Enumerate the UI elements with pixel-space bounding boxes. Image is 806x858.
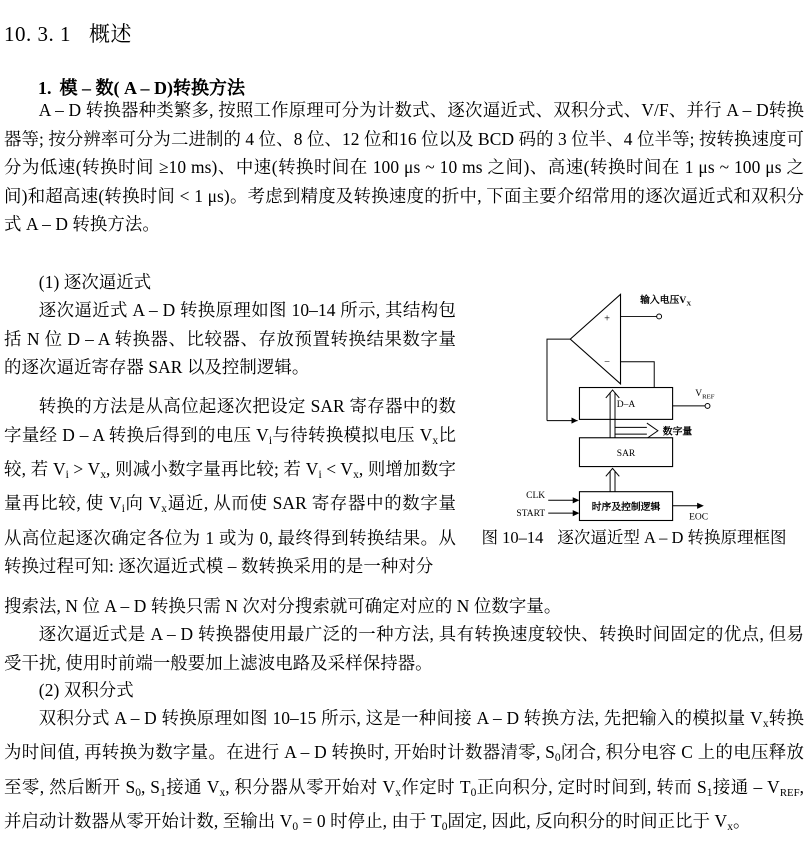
- figure-caption: [462, 524, 806, 548]
- paragraph-dual-slope: [4, 704, 804, 842]
- paragraph-sa-summary: 逐次逼近式是 A – D 转换器使用最广泛的一种方法, 具有转换速度较快、转换时间固定的优点, 但易受干扰, 使用时前端一般要加上滤波电路及采样保持器。: [4, 624, 804, 673]
- sa-method-seg-1: 转换的方法是从高位起逐次把设定 SAR 寄存器中的数字量经 D – A 转换后得到的电压 V: [4, 396, 456, 445]
- wire-comparator-minus-to-da: [621, 362, 655, 388]
- sa-method-seg-6: < V: [321, 458, 354, 479]
- figure-caption-number: 图 10–14: [481, 528, 544, 547]
- sa-method-seg-3: 比较, 若 V: [4, 424, 456, 479]
- block-sar-label: SAR: [616, 449, 636, 460]
- label-clk: CLK: [526, 490, 546, 501]
- sub-zero-3: 0: [470, 786, 477, 799]
- paragraph-label-successive: (1) 逐次逼近式: [38, 272, 152, 292]
- dual-seg-12: 固定, 因此, 反向积分的时间正比于 V: [447, 811, 728, 832]
- block-da-label: D–A: [616, 400, 636, 411]
- sub-one-2: 1: [706, 786, 713, 799]
- dual-seg-13: 。: [732, 811, 751, 832]
- paragraph-sa-method: [4, 392, 456, 581]
- sa-method-seg-7: , 则增加数字量再比较, 使 V: [4, 458, 457, 514]
- section-number: 10. 3. 1: [4, 22, 71, 46]
- arrow-timing-to-sar: [606, 468, 619, 476]
- sub-zero-2: 0: [135, 786, 141, 799]
- sub-x-4: x: [161, 503, 168, 516]
- arrow-clk: [573, 497, 580, 503]
- dual-seg-7: 作定时 T: [400, 776, 471, 797]
- subsection-title: 模 – 数( A – D)转换方法: [59, 78, 245, 98]
- dual-seg-1: 双积分式 A – D 转换原理如图 10–15 所示, 这是一种间接 A – D 转换方法, 先把输入的模拟量 V: [38, 708, 763, 728]
- label-vref-v: V: [695, 389, 703, 400]
- dual-seg-9: 接通 – V: [712, 776, 780, 797]
- label-input-voltage-sub: X: [686, 300, 692, 308]
- paragraph-sa-tail: 搜索法, N 位 A – D 转换只需 N 次对分搜索就可确定对应的 N 位数字量。: [4, 596, 562, 616]
- digital-output-arrow: [615, 423, 658, 438]
- sub-zero-1: 0: [554, 752, 561, 765]
- paragraph-sa-structure: 逐次逼近式 A – D 转换原理如图 10–14 所示, 其结构包括 N 位 D – A 转换器、比较器、存放预置转换结果数字量的逐次逼近寄存器 SAR 以及控制逻辑。: [4, 300, 456, 377]
- sub-i-2: i: [65, 468, 69, 481]
- arrow-feedback-to-sar: [572, 418, 578, 424]
- dual-seg-2: 转换为时间值, 再转换为数字量。在进行 A – D 转换时, 开始时计数器清零, S: [4, 708, 804, 763]
- figure-diagram-svg: [462, 276, 806, 526]
- comparator-triangle: [570, 294, 620, 383]
- sub-zero-4: 0: [292, 821, 299, 834]
- dual-seg-10: , 并启动计数器从零开始计数, 至输出 V: [4, 776, 805, 832]
- label-eoc: EOC: [689, 512, 709, 523]
- sub-i-1: i: [268, 434, 273, 447]
- arrow-start: [573, 510, 580, 516]
- sub-x-8: x: [727, 821, 733, 834]
- terminal-vx-input: [657, 314, 662, 319]
- sa-method-seg-5: , 则减小数字量再比较; 若 V: [106, 458, 319, 479]
- comparator-plus-label: +: [604, 313, 610, 325]
- sub-x-5: x: [762, 717, 769, 730]
- comparator-minus-label: −: [604, 356, 610, 368]
- dual-seg-3: 闭合, 积分电容 C 上的电压释放至零, 然后断开 S: [4, 742, 804, 797]
- label-input-voltage-text: 输入电压V: [640, 294, 687, 306]
- dual-seg-4: , S: [141, 776, 161, 797]
- dual-seg-5: 接通 V: [165, 776, 220, 797]
- digital-arrow-head: [647, 423, 658, 438]
- label-start: START: [516, 509, 546, 520]
- sa-method-seg-2: 与待转换模拟电压 V: [272, 424, 433, 445]
- sub-x-2: x: [100, 468, 107, 481]
- label-vref: [695, 389, 714, 400]
- sa-method-seg-4: > V: [68, 458, 101, 479]
- label-digital-output: 数字量: [662, 426, 693, 438]
- figure-10-14: [462, 276, 806, 564]
- dual-seg-6: , 积分器从零开始对 V: [225, 776, 396, 797]
- sub-x-7: x: [395, 786, 401, 799]
- dual-seg-11: = 0 时停止, 由于 T: [298, 811, 442, 832]
- paragraph-intro: A – D 转换器种类繁多, 按照工作原理可分为计数式、逐次逼近式、双积分式、V/F、并行 A – D转换器等; 按分辨率可分为二进制的 4 位、8 位、12 位和16 位以及 BCD 码的 3 位半、4 位半等; 按转换速度可分为低速(转换时间 ≥10 ms)、中速(转换时间在 100 μs ~ 10 ms 之间)、高速(转换时间在 1 μs ~ 100 μs 之间)和超高速(转换时间 < 1 μs)。考虑到精度及转换速度的折中, 下面主要介绍常用的逐次逼近式和双积分式 A – D 转换方法。: [4, 100, 804, 234]
- sub-x-1: x: [432, 434, 439, 447]
- sub-one-1: 1: [160, 786, 166, 799]
- sa-method-seg-9: 逼近, 从而使 SAR 寄存器中的数字量从高位起逐次确定各位为 1 或为 0, 最终得到转换结果。从转换过程可知: 逐次逼近式模 – 数转换采用的是一种对分: [4, 493, 456, 577]
- section-heading: [4, 18, 132, 48]
- sa-method-seg-8: 向 V: [124, 493, 162, 514]
- sub-ref-1: REF: [779, 786, 800, 799]
- sub-i-4: i: [121, 503, 125, 516]
- section-title: 概述: [89, 22, 132, 46]
- sub-i-3: i: [318, 468, 322, 481]
- paragraph-label-dual: (2) 双积分式: [38, 680, 134, 700]
- arrow-eoc: [697, 503, 704, 509]
- subsection-index: 1.: [38, 78, 52, 98]
- sub-x-6: x: [219, 786, 226, 799]
- wire-comparator-output-feedback: [547, 339, 570, 420]
- figure-caption-title: 逐次逼近型 A – D 转换原理框图: [557, 528, 787, 547]
- sub-zero-5: 0: [441, 821, 448, 834]
- label-vref-sub: REF: [702, 393, 715, 401]
- dual-seg-8: 正向积分, 定时时间到, 转而 S: [476, 776, 707, 797]
- terminal-vref: [705, 403, 710, 408]
- block-timing-control-label: 时序及控制逻辑: [591, 502, 661, 514]
- sub-x-3: x: [353, 468, 359, 481]
- label-input-voltage: [639, 293, 691, 307]
